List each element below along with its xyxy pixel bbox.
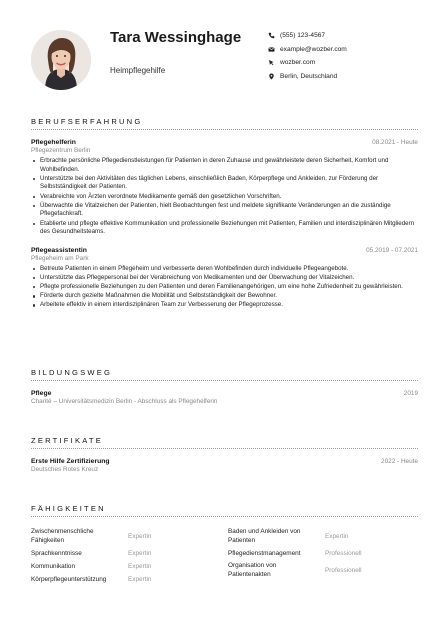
experience-section (31, 117, 418, 311)
section-divider (31, 380, 418, 381)
job-entry (31, 139, 418, 237)
education-institution: Charité – Universitätsmedizin Berlin - Abschluss als Pflegehelferin (31, 398, 218, 405)
skill-level: Professionell (325, 567, 362, 574)
contact-phone (268, 29, 347, 43)
job-bullets (31, 265, 418, 310)
contact-location (268, 70, 347, 84)
email-icon (268, 45, 280, 53)
list-item: Erbrachte persönliche Pflegedienstleistungen für Patienten in deren Zuhause und gewährleistete deren Sicherheit, Komfort und Wohlbefinden. (31, 157, 418, 174)
link-icon (268, 59, 280, 67)
list-item: Unterstützte bei den Aktivitäten des täglichen Lebens, einschließlich Baden, Körperpflege und Ankleiden, zur Förderung der Selbstständigkeit der Patienten. (31, 175, 418, 192)
contact-email[interactable] (268, 43, 347, 57)
job-date: 05.2019 - 07.2021 (366, 246, 418, 254)
skill-level: Expertin (325, 533, 349, 540)
skill-name: Baden und Ankleiden von Patienten (228, 528, 301, 544)
skill-name: Kommunikation (31, 563, 76, 570)
section-title: FÄHIGKEITEN (31, 504, 106, 513)
skill-name: Zwischenmenschliche Fähigkeiten (31, 528, 94, 544)
phone-icon (268, 32, 280, 40)
contact-phone-text: (555) 123-4567 (280, 32, 326, 40)
skill-level: Expertin (128, 550, 152, 557)
job-company: Pflegezentrum Berlin (31, 147, 91, 154)
education-date: 2019 (403, 390, 418, 397)
list-item: Betreute Patienten in einem Pflegeheim und verbesserte deren Wohlbefinden durch individuelle Pflegeangebote. (31, 265, 418, 274)
skill-name: Pflegedienstmanagement (228, 550, 301, 557)
list-item: Unterstützte das Pflegepersonal bei der Verabreichung von Medikamenten und der Überwachung der Vitalzeichen. (31, 274, 418, 283)
section-divider (31, 516, 418, 517)
education-section (31, 368, 418, 405)
section-divider (31, 129, 418, 130)
section-title: ZERTIFIKATE (31, 436, 104, 445)
certificate-title: Erste Hilfe Zertifizierung (31, 458, 110, 465)
contact-list (268, 29, 347, 83)
profile-photo (31, 30, 91, 90)
skill-item (31, 550, 221, 560)
list-item: Verabreichte von Ärzten verordnete Medikamente gemäß den gesetzlichen Vorschriften. (31, 193, 418, 202)
list-item: Etablierte und pflegte effektive Kommunikation und professionelle Beziehungen mit Patienten, Familien und interdisziplinären Mitgliedern des Gesundheitsteams. (31, 220, 418, 237)
education-entry (31, 390, 418, 405)
list-item: Pflegte professionelle Beziehungen zu den Patienten und deren Familienangehörigen, um eine hohe Zufriedenheit zu gewährleisten. (31, 283, 418, 292)
section-title: BILDUNGSWEG (31, 368, 113, 377)
job-title: Pflegeassistentin (31, 246, 87, 254)
skill-level: Expertin (128, 563, 152, 570)
resume-header (0, 0, 448, 100)
job-date: 08.2021 - Heute (372, 139, 418, 146)
contact-website[interactable] (268, 56, 347, 70)
contact-website-text[interactable]: wozber.com (280, 59, 316, 67)
skill-name: Organisation von Patientenakten (228, 562, 277, 578)
list-item: Förderte durch gezielte Maßnahmen die Mobilität und Selbstständigkeit der Bewohner. (31, 292, 418, 301)
skill-item (228, 550, 418, 560)
certificate-date: 2022 - Heute (381, 458, 418, 465)
certificate-entry (31, 458, 418, 473)
job-title: Pflegehelferin (31, 139, 76, 146)
contact-location-text: Berlin, Deutschland (280, 72, 338, 80)
skills-section (31, 504, 418, 517)
certificate-issuer: Deutsches Rotes Kreuz (31, 466, 99, 473)
location-icon (268, 72, 280, 80)
skill-item (228, 562, 418, 580)
contact-email-text[interactable]: example@wozber.com (280, 45, 347, 53)
skill-level: Professionell (325, 550, 362, 557)
skill-name: Sprachkenntnisse (31, 550, 82, 557)
job-entry (31, 247, 418, 310)
list-item: Überwachte die Vitalzeichen der Patienten, hielt Beobachtungen fest und meldete signifikante Veränderungen an die zuständige Pflegefachkraft. (31, 202, 418, 219)
list-item: Arbeitete effektiv in einem interdisziplinären Team zur Verbesserung der Pflegeprozesse. (31, 301, 418, 310)
skill-level: Expertin (128, 533, 152, 540)
section-divider (31, 448, 418, 449)
skill-name: Körperpflegeunterstützung (31, 576, 107, 583)
section-title: BERUFSERFAHRUNG (31, 117, 143, 126)
certificates-section (31, 436, 418, 473)
job-bullets (31, 157, 418, 237)
skill-item (228, 528, 418, 546)
skill-item (31, 576, 221, 586)
education-title: Pflege (31, 390, 52, 397)
candidate-name: Tara Wessinghage (110, 29, 242, 46)
job-company: Pflegeheim am Park (31, 254, 89, 262)
skill-item (31, 528, 221, 546)
skill-item (31, 563, 221, 573)
skill-level: Expertin (128, 576, 152, 583)
candidate-job-title: Heimpflegehilfe (110, 66, 166, 75)
